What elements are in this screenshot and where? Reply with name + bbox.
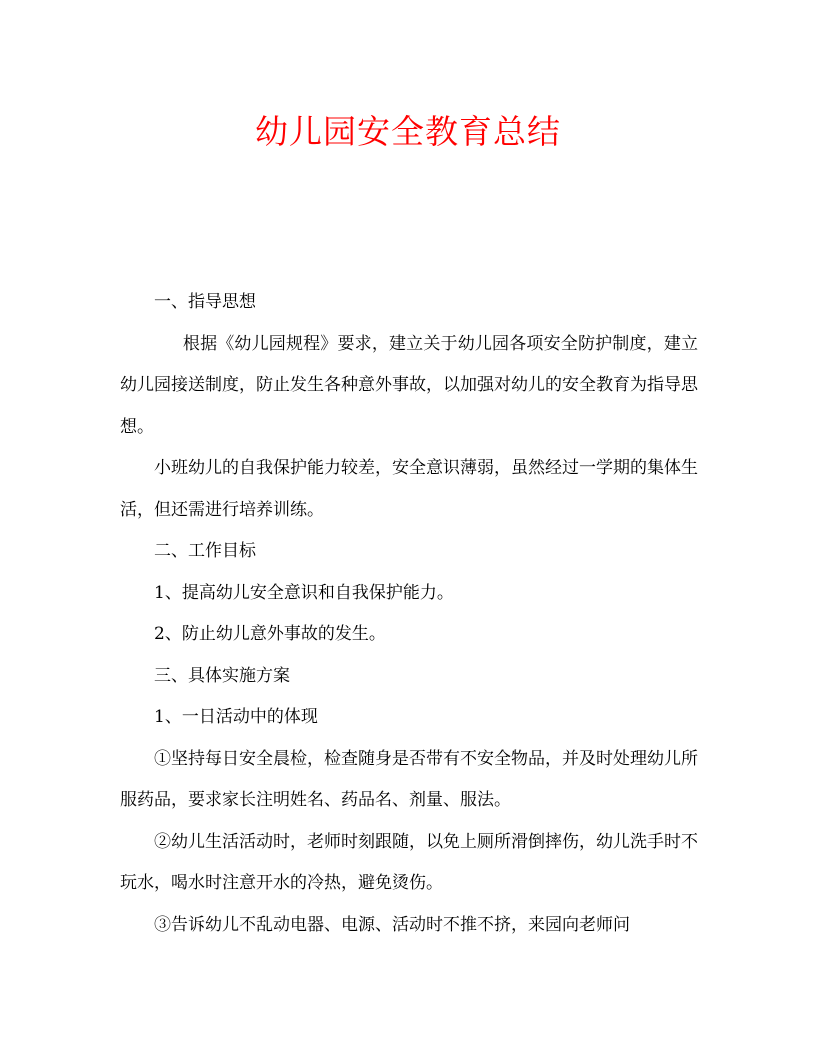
paragraph: ③告诉幼儿不乱动电器、电源、活动时不推不挤，来园向老师问 bbox=[154, 914, 630, 935]
paragraph: 根据《幼儿园规程》要求，建立关于幼儿园各项安全防护制度，建立幼儿园接送制度，防止发生各种意外事故，以加强对幼儿的安全教育为指导思想。 bbox=[120, 333, 698, 437]
paragraph: 小班幼儿的自我保护能力较差，安全意识薄弱，虽然经过一学期的集体生活，但还需进行培养训练。 bbox=[120, 458, 698, 520]
document-body bbox=[120, 282, 698, 946]
subsection-heading: 1、一日活动中的体现 bbox=[154, 707, 318, 727]
section-heading: 一、指导思想 bbox=[154, 292, 256, 312]
paragraph: ②幼儿生活活动时，老师时刻跟随，以免上厕所滑倒摔伤，幼儿洗手时不玩水，喝水时注意开水的冷热，避免烫伤。 bbox=[120, 831, 698, 893]
section-heading: 二、工作目标 bbox=[154, 541, 256, 561]
paragraph: ①坚持每日安全晨检，检查随身是否带有不安全物品，并及时处理幼儿所服药品，要求家长注明姓名、药品名、剂量、服法。 bbox=[120, 748, 698, 810]
list-item: 1、提高幼儿安全意识和自我保护能力。 bbox=[154, 582, 454, 603]
document-title: 幼儿园安全教育总结 bbox=[255, 112, 561, 151]
section-heading: 三、具体实施方案 bbox=[154, 665, 290, 686]
list-item: 2、防止幼儿意外事故的发生。 bbox=[154, 624, 386, 644]
